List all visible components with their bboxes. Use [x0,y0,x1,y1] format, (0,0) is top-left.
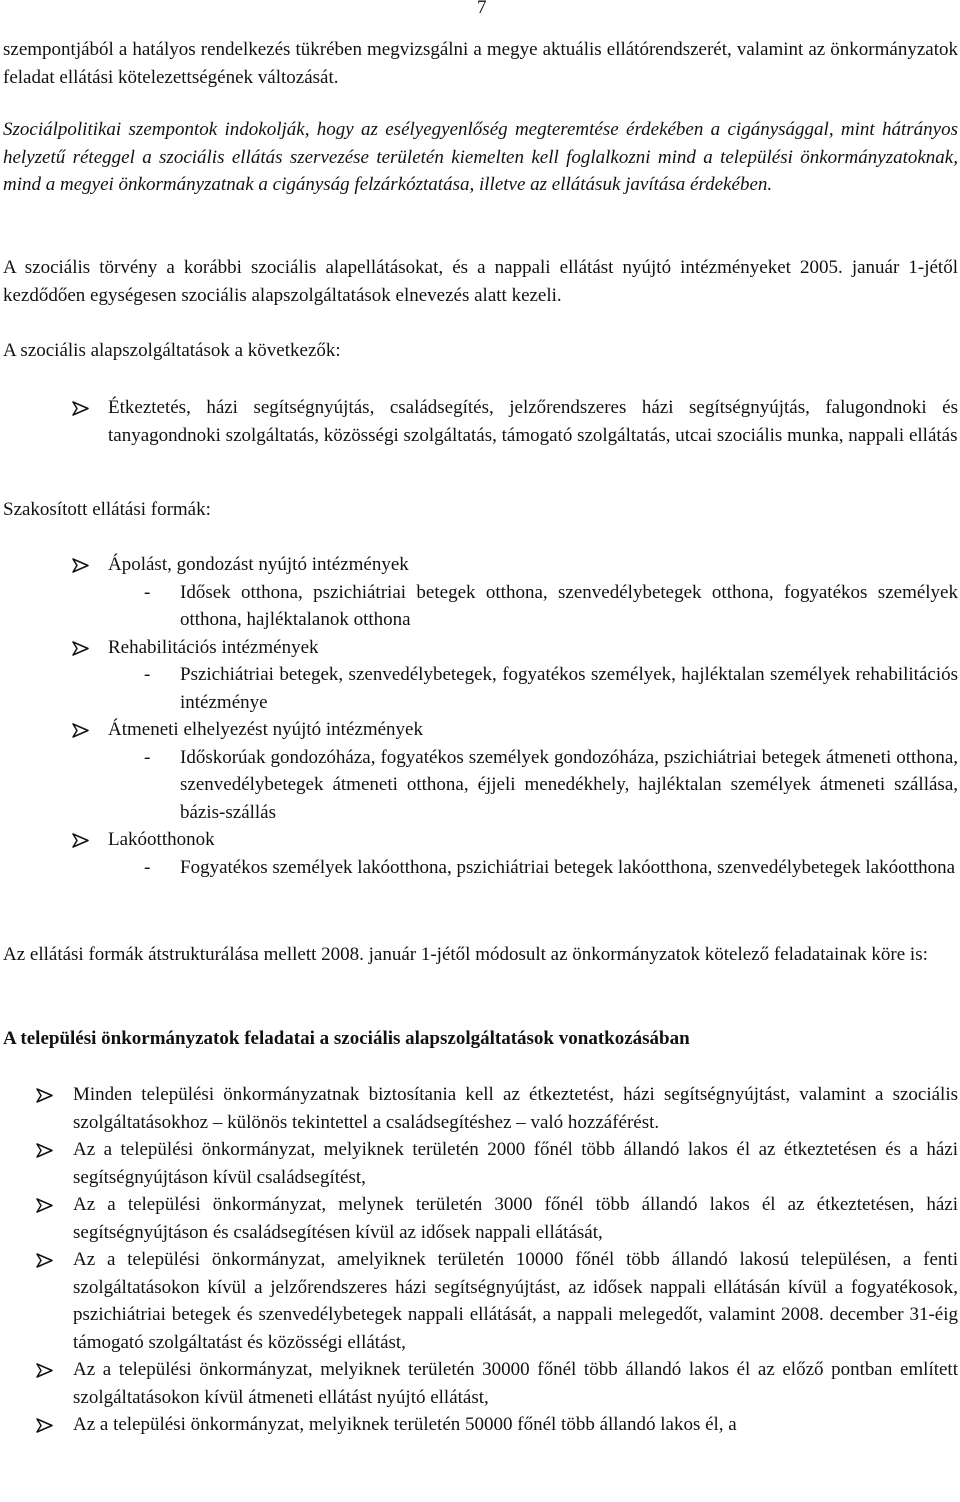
duty-text: Minden települési önkormányzatnak biztosítania kell az étkeztetést, házi segítségnyújtást, valamint a szociális szolgáltatásokhoz – különös tekintettel a családsegítéshez – való hozzáférést. [73,1084,958,1133]
arrowhead-bullet-icon [36,1246,54,1268]
special-form-title: Lakóotthonok [108,829,215,850]
arrowhead-bullet-icon [72,634,90,656]
duty-item [3,1356,958,1411]
dash-marker: - [144,581,151,603]
duty-item [3,1246,958,1356]
basic-services-item [3,394,958,449]
page-number: 7 [477,0,487,18]
paragraph-basic-services-intro [3,337,958,365]
arrowhead-bullet-icon [36,1136,54,1158]
dash-marker: - [144,856,151,878]
special-form-item [3,826,958,854]
special-form-detail [3,661,958,716]
special-form-item [3,716,958,744]
duty-text: Az a települési önkormányzat, melyiknek területén 2000 főnél több állandó lakos él az étkeztetésen és a házi segítségnyújtáson kívül családsegítést, [73,1139,958,1188]
paragraph-intro-continuation: szempontjából a hatályos rendelkezés tükrében megvizsgálni a megye aktuális ellátórendszerét, valamint az önkormányzatok feladat ellátási kötelezettségének változását. [3,39,958,88]
duty-item [3,1081,958,1136]
special-form-detail-text: Idősek otthona, pszichiátriai betegek otthona, szenvedélybetegek otthona, fogyatékos személyek otthona, hajléktalanok otthona [180,581,958,630]
basic-services-intro-text: A szociális alapszolgáltatások a következők: [3,340,341,361]
paragraph-restructuring: Az ellátási formák átstrukturálása mellett 2008. január 1-jétől módosult az önkormányzatok kötelező feladatainak köre is: [3,944,928,965]
special-form-title: Rehabilitációs intézmények [108,636,319,658]
duty-text: Az a települési önkormányzat, amelyiknek területén 10000 főnél több állandó lakosú településen, a fenti szolgáltatásokon kívül a jelzőrendszeres házi segítségnyújtást, az idősek nappali ellátásán kívül a fogyatékosok, pszichiátriai betegek és szenvedélybetegek nappali ellátását, a nappali melegedőt, valamint 2008. december 31-éig támogató szolgáltatást és közösségi ellátást, [73,1249,958,1353]
paragraph-social-law: A szociális törvény a korábbi szociális alapellátásokat, és a nappali ellátást nyújtó intézményeket 2005. január 1-jétől kezdődően egységesen szociális alapszolgáltatások elnevezés alatt kezeli. [3,257,958,306]
paragraph-roma-policy: Szociálpolitikai szempontok indokolják, hogy az esélyegyenlőség megteremtése érdekében a cigánysággal, mint hátrányos helyzetű réteggel a szociális ellátás szervezése területén kiemelten kell foglalkozni mind a települési önkormányzatoknak, mind a megyei önkormányzatnak a cigányság felzárkóztatása, illetve az ellátásuk javítása érdekében. [3,119,958,195]
arrowhead-bullet-icon [36,1356,54,1378]
special-form-detail-text: Időskorúak gondozóháza, fogyatékos személyek gondozóháza, pszichiátriai betegek átmeneti otthona, szenvedélybetegek átmeneti otthona, éjjeli menedékhely, hajléktalan személyek átmeneti szállása, bázis-szállás [180,746,958,823]
duty-item [3,1411,958,1439]
arrowhead-bullet-icon [36,1411,54,1433]
special-form-detail-text: Pszichiátriai betegek, szenvedélybetegek, fogyatékos személyek, hajléktalan személyek rehabilitációs intézménye [180,664,958,713]
basic-services-text: Étkeztetés, házi segítségnyújtás, családsegítés, jelzőrendszeres házi segítségnyújtás, falugondnoki és tanyagondnoki szolgáltatás, közösségi szolgáltatás, támogató szolgáltatás, utcai szociális munka, nappali ellátás [108,397,958,446]
dash-marker: - [144,664,151,685]
arrowhead-bullet-icon [36,1081,54,1103]
basic-services-list [3,394,958,449]
special-form-detail [3,854,958,882]
special-form-detail [3,579,958,634]
special-form-detail-text: Fogyatékos személyek lakóotthona, pszichiátriai betegek lakóotthona, szenvedélybetegek lakóotthona [180,856,956,878]
special-form-title: Ápolást, gondozást nyújtó intézmények [108,554,409,575]
special-form-detail [3,744,958,827]
duty-item [3,1136,958,1191]
duty-item [3,1191,958,1246]
special-form-title: Átmeneti elhelyezést nyújtó intézmények [108,719,423,740]
section-heading: A települési önkormányzatok feladatai a szociális alapszolgáltatások vonatkozásában [3,1028,690,1049]
special-form-item [3,551,958,579]
duty-text: Az a települési önkormányzat, melynek területén 3000 főnél több állandó lakos él az étkeztetésen, házi segítségnyújtáson és családsegítésen kívül az idősek nappali ellátását, [73,1194,958,1243]
arrowhead-bullet-icon [72,826,90,848]
duty-text: Az a települési önkormányzat, melyiknek területén 30000 főnél több állandó lakos él az előző pontban említett szolgáltatásokon kívül átmeneti ellátást nyújtó ellátást, [73,1359,958,1408]
arrowhead-bullet-icon [72,551,90,573]
duty-text: Az a települési önkormányzat, melyiknek területén 50000 főnél több állandó lakos él, a [73,1414,737,1435]
special-form-item [3,634,958,662]
arrowhead-bullet-icon [36,1191,54,1213]
paragraph-special-forms-intro: Szakosított ellátási formák: [3,499,211,520]
arrowhead-bullet-icon [72,394,90,416]
arrowhead-bullet-icon [72,716,90,738]
dash-marker: - [144,746,151,768]
municipal-duties-list [3,1081,958,1439]
special-forms-list [3,551,958,881]
